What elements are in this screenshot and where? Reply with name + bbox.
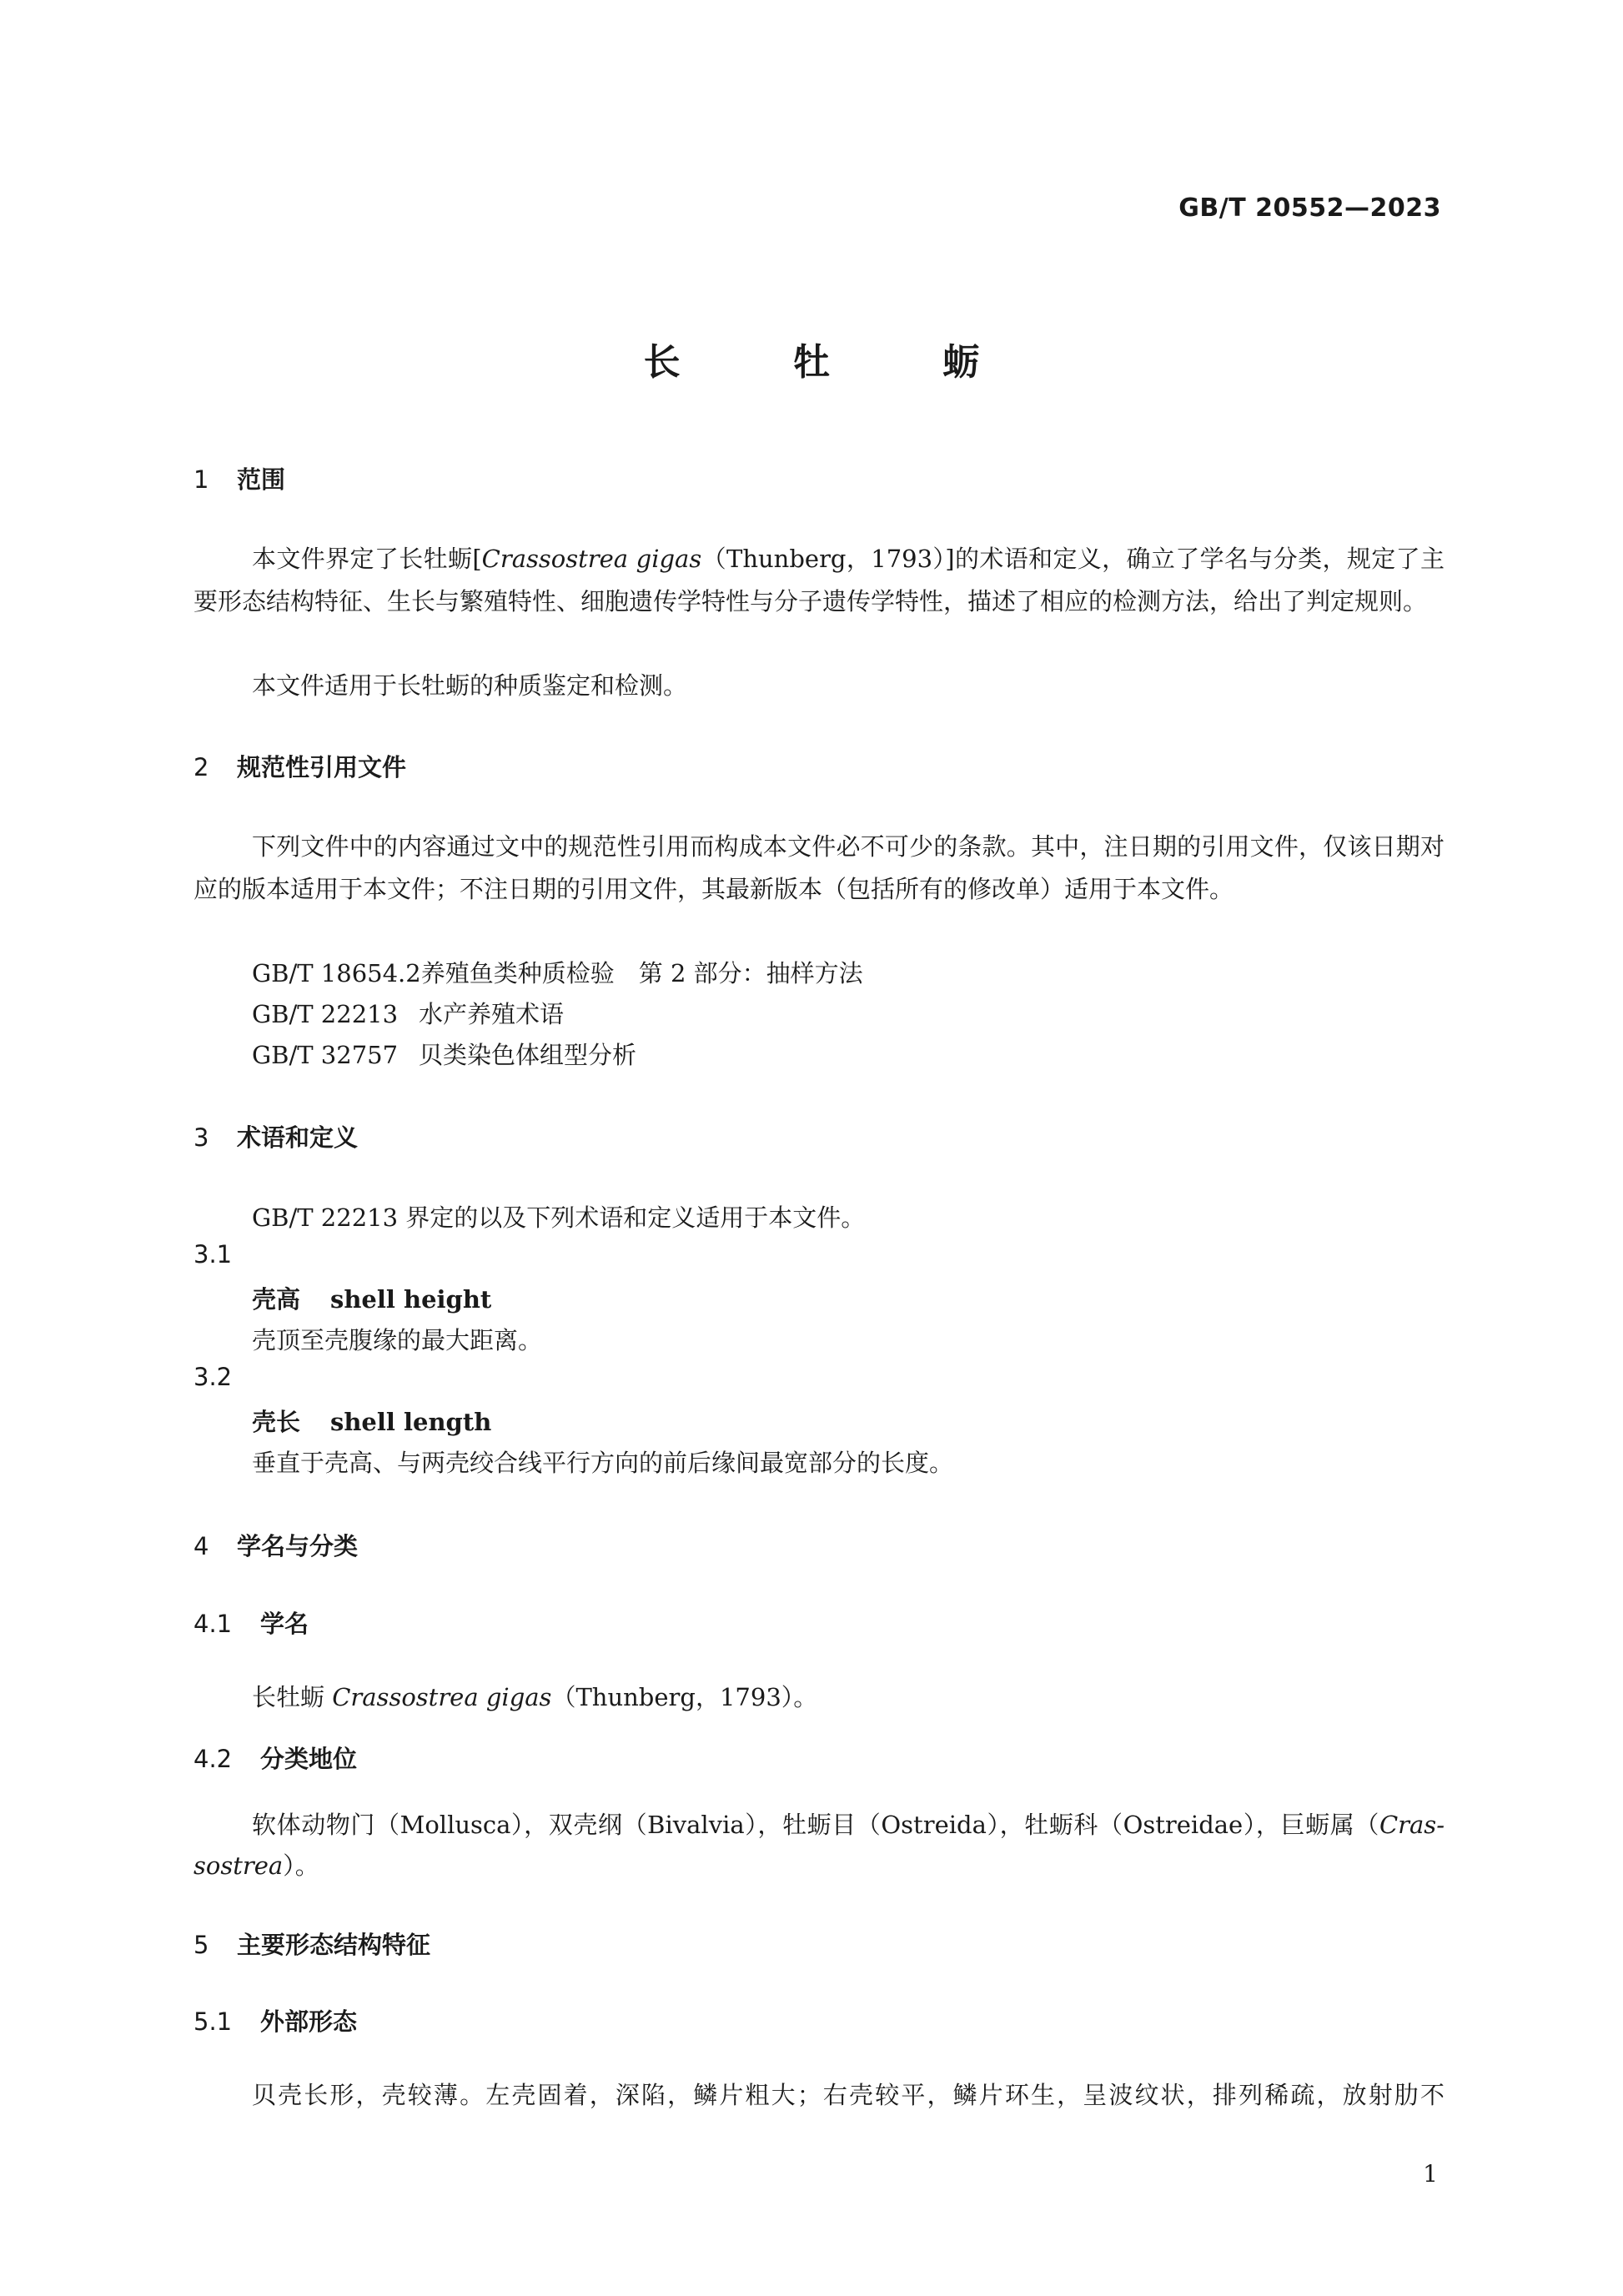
document-title: 长 牡 蛎: [643, 341, 1030, 384]
term-number: 3.2: [193, 1363, 233, 1391]
section-5-1-heading: 5.1 外部形态: [193, 2007, 358, 2036]
section-1-paragraph-1: 本文件界定了长牡蛎[Crassostrea gigas（Thunberg，1793）]的术语和定义，确立了学名与分类，规定了主要形态结构特征、生长与繁殖特性、细胞遗传学特性与分子遗传学特性，描述了相应的检测方法，给出了判定规则。: [193, 545, 1445, 615]
section-5-heading: 5 主要形态结构特征: [193, 1931, 431, 1959]
section-4-heading: 4 学名与分类: [193, 1532, 359, 1560]
section-5-1-paragraph: 贝壳长形，壳较薄。左壳固着，深陷，鳞片粗大；右壳较平，鳞片环生，呈波纹状，排列稀疏，放射肋不: [252, 2081, 1445, 2109]
section-4-1-heading: 4.1 学名: [193, 1610, 309, 1638]
section-1-heading: 1 范围: [193, 465, 286, 494]
section-1-paragraph-2: 本文件适用于长牡蛎的种质鉴定和检测。: [252, 671, 688, 700]
term-heading: 壳长 shell length: [252, 1408, 492, 1436]
reference-item: GB/T 22213 水产养殖术语: [252, 1000, 565, 1028]
section-2-heading: 2 规范性引用文件: [193, 753, 407, 781]
standard-code: GB/T 20552—2023: [1178, 193, 1441, 223]
term-heading: 壳高 shell height: [252, 1285, 492, 1314]
classification-line-2: sostrea）。: [193, 1851, 319, 1880]
scientific-name-line: 长牡蛎 Crassostrea gigas（Thunberg，1793）。: [252, 1683, 818, 1711]
section-3-intro: GB/T 22213 界定的以及下列术语和定义适用于本文件。: [252, 1203, 866, 1232]
section-4-2-heading: 4.2 分类地位: [193, 1745, 358, 1773]
section-3-heading: 3 术语和定义: [193, 1123, 359, 1152]
page-number: 1: [1423, 2160, 1438, 2188]
term-definition: 壳顶至壳腹缘的最大距离。: [252, 1326, 543, 1354]
term-number: 3.1: [193, 1240, 233, 1269]
term-definition: 垂直于壳高、与两壳绞合线平行方向的前后缘间最宽部分的长度。: [252, 1449, 954, 1477]
classification-line-1: 软体动物门（Mollusca），双壳纲（Bivalvia），牡蛎目（Ostreida），牡蛎科（Ostreidae），巨蛎属（Cras-: [252, 1811, 1445, 1839]
reference-item: GB/T 32757 贝类染色体组型分析: [252, 1041, 637, 1069]
reference-item: GB/T 18654.2养殖鱼类种质检验 第 2 部分：抽样方法: [252, 959, 863, 987]
section-2-paragraph: 下列文件中的内容通过文中的规范性引用而构成本文件必不可少的条款。其中，注日期的引用文件，仅该日期对应的版本适用于本文件；不注日期的引用文件，其最新版本（包括所有的修改单）适用于本文件。: [193, 832, 1445, 903]
